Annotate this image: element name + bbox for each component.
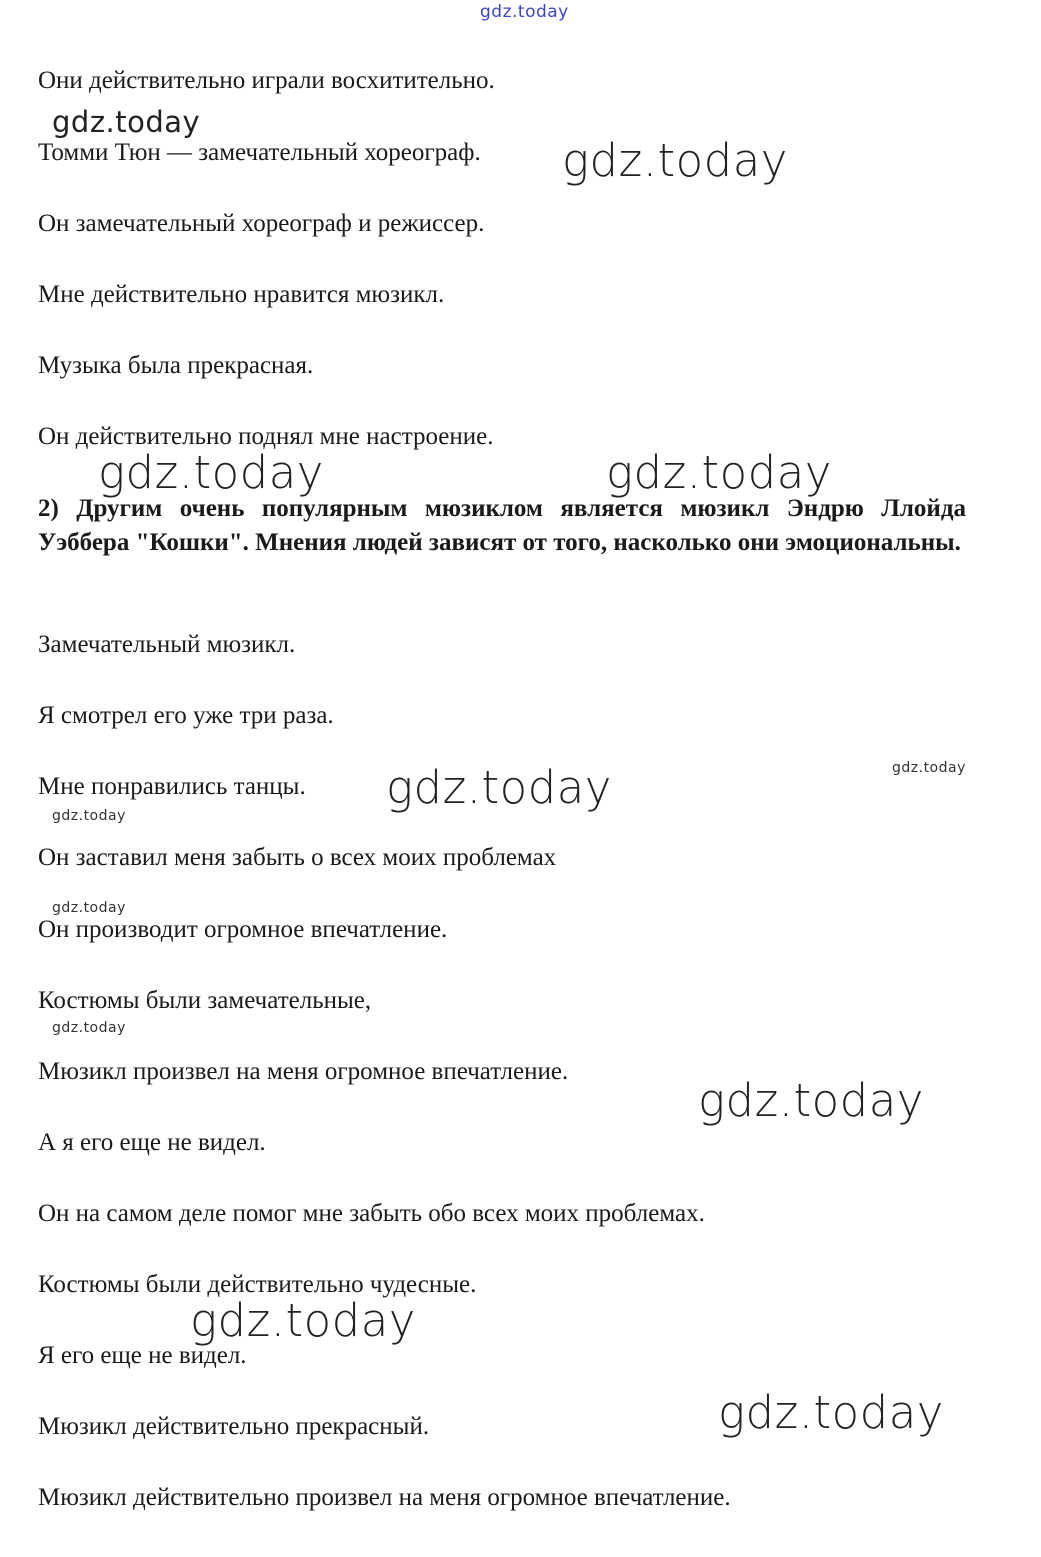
- text-line: Мюзикл действительно произвел на меня огромное впечатление.: [38, 1484, 731, 1511]
- watermark-top: gdz.today: [480, 2, 569, 22]
- watermark: gdz.today: [892, 760, 966, 776]
- text-line: Они действительно играли восхитительно.: [38, 67, 495, 94]
- text-line: Он на самом деле помог мне забыть обо всех моих проблемах.: [38, 1200, 705, 1227]
- text-line: Костюмы были замечательные,: [38, 987, 372, 1014]
- text-line: Мне действительно нравится мюзикл.: [38, 281, 445, 308]
- text-line: Я его еще не видел.: [38, 1342, 247, 1369]
- text-line: Мюзикл произвел на меня огромное впечатление.: [38, 1058, 569, 1085]
- watermark: gdz.today: [698, 1074, 924, 1127]
- watermark: gdz.today: [52, 1020, 126, 1036]
- watermark: gdz.today: [52, 105, 201, 139]
- watermark: gdz.today: [386, 761, 612, 814]
- text-line: Он замечательный хореограф и режиссер.: [38, 210, 485, 237]
- watermark: gdz.today: [98, 446, 324, 499]
- text-line: Томми Тюн — замечательный хореограф.: [38, 139, 481, 166]
- text-line: Он заставил меня забыть о всех моих проблемах: [38, 844, 557, 871]
- text-line: Он действительно поднял мне настроение.: [38, 423, 494, 450]
- watermark: gdz.today: [718, 1386, 944, 1439]
- task-2-heading: 2) Другим очень популярным мюзиклом является мюзикл Эндрю Ллойда Уэббера "Кошки". Мнения людей зависят от того, насколько они эмоциональны.: [38, 495, 966, 556]
- text-line: Он производит огромное впечатление.: [38, 916, 448, 943]
- text-line: Мюзикл действительно прекрасный.: [38, 1413, 430, 1440]
- watermark: gdz.today: [606, 446, 832, 499]
- watermark: gdz.today: [562, 134, 788, 187]
- text-line: Музыка была прекрасная.: [38, 352, 314, 379]
- watermark: gdz.today: [52, 808, 126, 824]
- text-line: Замечательный мюзикл.: [38, 631, 296, 658]
- watermark: gdz.today: [190, 1294, 416, 1347]
- text-line: Мне понравились танцы.: [38, 773, 306, 800]
- watermark: gdz.today: [52, 900, 126, 916]
- text-line: Я смотрел его уже три раза.: [38, 702, 334, 729]
- text-line: А я его еще не видел.: [38, 1129, 266, 1156]
- text-line: Костюмы были действительно чудесные.: [38, 1271, 477, 1298]
